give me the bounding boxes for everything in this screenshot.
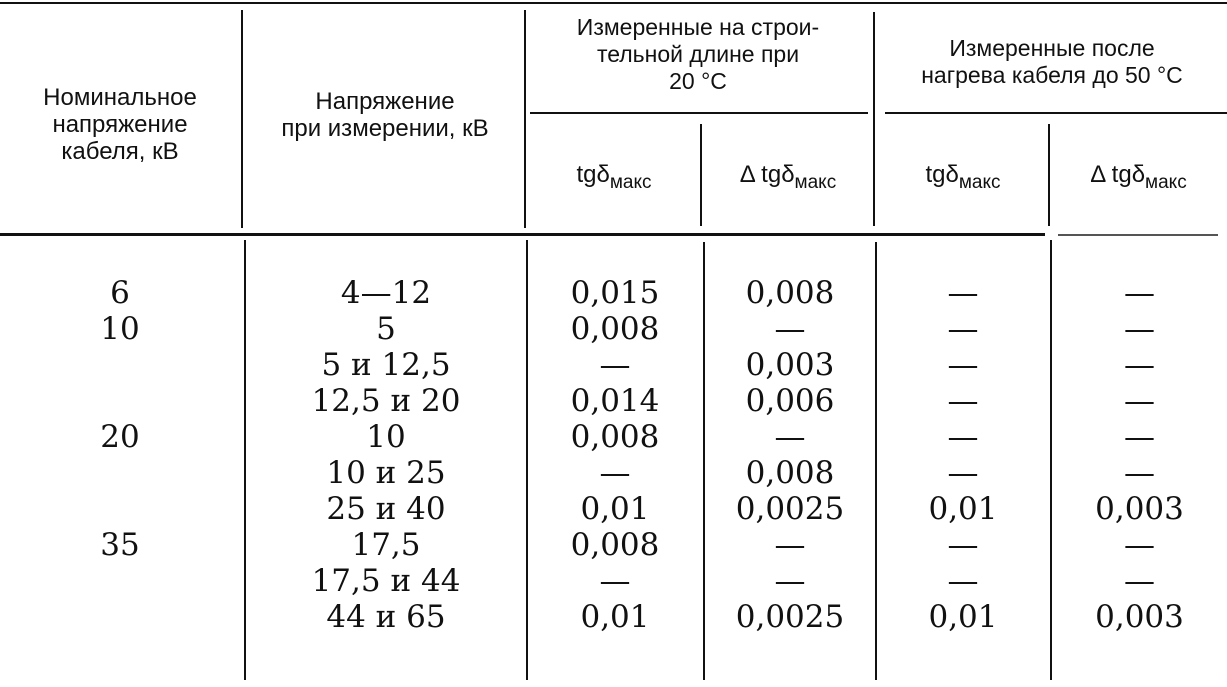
voltage-cell: 10: [366, 419, 406, 455]
tg-20c-cell: 0,014: [570, 383, 660, 419]
nominal-cell: 10: [100, 311, 140, 347]
nominal-cell: [0, 455, 240, 491]
delta-tg-50c-cell: —: [1124, 275, 1155, 311]
header-group-20c-line-2: тельной длине при: [596, 41, 800, 67]
subheader-delta-tg-20c: [702, 160, 874, 198]
subheader-tg-50c-index: макс: [958, 172, 1001, 193]
voltage-cell: 4—12: [340, 275, 432, 311]
delta-tg-50c-cell: 0,003: [1095, 491, 1184, 527]
subheader-tg-20c: [528, 160, 700, 198]
header-rule: [0, 233, 1045, 236]
voltage-cell: 5 и 12,5: [321, 347, 451, 383]
subheader-tg-50c-symbol: tgδ: [925, 161, 959, 188]
delta-tg-20c-cell: 0,0025: [735, 599, 845, 635]
subheader-delta-tg-50c-index: макс: [1145, 172, 1187, 193]
nominal-cell: [0, 347, 240, 383]
header-nominal-line-3: кабеля, кВ: [61, 138, 179, 165]
subheader-delta-tg-20c-symbol: Δ tgδ: [739, 161, 795, 188]
column-nominal: [0, 275, 240, 635]
delta-tg-50c-cell: —: [1124, 563, 1155, 599]
nominal-cell: [0, 491, 240, 527]
nominal-cell: [0, 599, 240, 635]
tg-50c-cell: —: [947, 383, 979, 419]
col-divider-1: [241, 10, 243, 228]
delta-tg-20c-cell: 0,003: [745, 347, 835, 383]
header-group-20c: [528, 14, 868, 95]
delta-tg-20c-cell: —: [774, 563, 806, 599]
column-tg-50c: [876, 275, 1050, 635]
header-rule-tail: [1058, 234, 1218, 236]
voltage-cell: 5: [376, 311, 396, 347]
top-rule: [0, 2, 1227, 4]
tg-20c-cell: —: [599, 563, 631, 599]
tg-50c-cell: —: [947, 563, 979, 599]
group2-rule: [885, 112, 1227, 114]
subheader-tg-20c-index: макс: [609, 172, 652, 193]
tg-20c-cell: 0,01: [580, 599, 650, 635]
header-group-50c-line-2: нагрева кабеля до 50 °С: [921, 62, 1183, 88]
column-tg-20c: [528, 275, 702, 635]
tg-20c-cell: 0,008: [570, 527, 660, 563]
delta-tg-50c-cell: —: [1124, 419, 1155, 455]
voltage-cell: 17,5: [351, 527, 421, 563]
tg-50c-cell: —: [947, 311, 979, 347]
subheader-delta-tg-20c-index: макс: [794, 172, 837, 193]
nominal-cell: 6: [110, 275, 130, 311]
delta-tg-50c-cell: —: [1124, 527, 1155, 563]
tg-50c-cell: —: [947, 419, 979, 455]
column-delta-tg-50c: [1052, 275, 1227, 635]
col-divider-2: [524, 10, 526, 228]
delta-tg-50c-cell: 0,003: [1095, 599, 1184, 635]
header-nominal-voltage: [0, 84, 240, 165]
voltage-cell: 44 и 65: [326, 599, 446, 635]
delta-tg-50c-cell: —: [1124, 347, 1155, 383]
subheader-delta-tg-50c: [1050, 160, 1227, 198]
header-group-50c-line-1: Измеренные после: [949, 35, 1155, 61]
subheader-tg-20c-symbol: tgδ: [576, 161, 610, 188]
voltage-cell: 12,5 и 20: [311, 383, 461, 419]
header-measurement-line-2: при измерении, кВ: [281, 115, 489, 142]
delta-tg-50c-cell: —: [1124, 383, 1155, 419]
header-group-20c-line-1: Измеренные на строи-: [576, 14, 820, 40]
tg-20c-cell: 0,008: [570, 311, 660, 347]
tg-20c-cell: —: [599, 455, 631, 491]
header-group-20c-line-3: 20 °С: [669, 68, 727, 94]
delta-tg-20c-cell: 0,008: [745, 275, 835, 311]
tg-50c-cell: —: [947, 527, 979, 563]
header-group-50c: [877, 35, 1227, 89]
header-nominal-line-1: Номинальное: [43, 84, 197, 111]
tg-50c-cell: 0,01: [928, 491, 998, 527]
delta-tg-20c-cell: —: [774, 527, 806, 563]
delta-tg-50c-cell: —: [1124, 455, 1155, 491]
delta-tg-20c-cell: 0,0025: [735, 491, 845, 527]
delta-tg-20c-cell: 0,008: [745, 455, 835, 491]
tg-20c-cell: 0,008: [570, 419, 660, 455]
nominal-cell: 35: [100, 527, 140, 563]
tg-20c-cell: 0,01: [580, 491, 650, 527]
delta-tg-20c-cell: —: [774, 311, 806, 347]
tg-50c-cell: —: [947, 347, 979, 383]
voltage-cell: 17,5 и 44: [311, 563, 461, 599]
voltage-cell: 25 и 40: [326, 491, 446, 527]
delta-tg-20c-cell: —: [774, 419, 806, 455]
header-measurement-line-1: Напряжение: [315, 88, 455, 115]
subheader-delta-tg-50c-symbol: Δ tgδ: [1090, 161, 1146, 188]
tg-20c-cell: 0,015: [570, 275, 660, 311]
tg-50c-cell: 0,01: [928, 599, 998, 635]
nominal-cell: [0, 383, 240, 419]
header-nominal-line-2: напряжение: [52, 111, 188, 138]
nominal-cell: [0, 563, 240, 599]
voltage-cell: 10 и 25: [326, 455, 446, 491]
delta-tg-20c-cell: 0,006: [745, 383, 835, 419]
column-delta-tg-20c: [704, 275, 876, 635]
tg-50c-cell: —: [947, 455, 979, 491]
group1-rule: [530, 112, 868, 114]
tg-50c-cell: —: [947, 275, 979, 311]
tg-20c-cell: —: [599, 347, 631, 383]
nominal-cell: 20: [100, 419, 140, 455]
column-measurement-voltage: [246, 275, 526, 635]
subheader-tg-50c: [876, 160, 1050, 198]
delta-tg-50c-cell: —: [1124, 311, 1155, 347]
header-measurement-voltage: [246, 88, 524, 142]
